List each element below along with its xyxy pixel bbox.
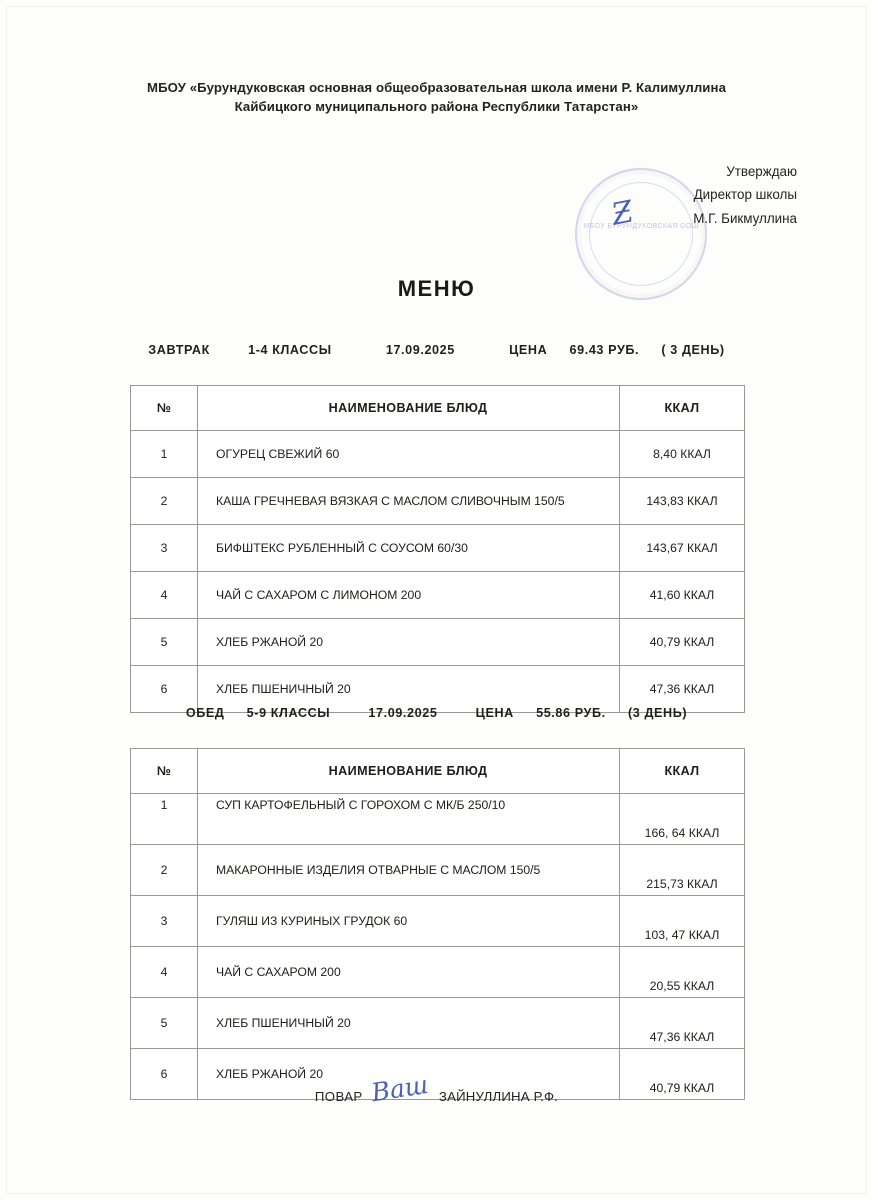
row-number: 3	[131, 525, 198, 572]
table-row	[131, 478, 745, 525]
director-signature: Ƶ	[608, 194, 637, 233]
cook-signature: Ваш	[369, 1069, 431, 1108]
column-header-dish: НАИМЕНОВАНИЕ БЛЮД	[198, 749, 620, 794]
dish-kcal: 40,79 ККАЛ	[620, 619, 745, 666]
breakfast-date: 17.09.2025	[385, 343, 455, 357]
lunch-heading	[0, 706, 873, 720]
school-name-line-2: Кайбицкого муниципального района Республики Татарстан»	[234, 99, 639, 115]
table-row	[131, 619, 745, 666]
school-name-line-1: МБОУ «Бурундуковская основная общеобразовательная школа имени Р. Калимуллина	[146, 80, 727, 95]
column-header-kcal: ККАЛ	[620, 749, 745, 794]
dish-name: СУП КАРТОФЕЛЬНЫЙ С ГОРОХОМ С МК/Б 250/10	[198, 794, 620, 845]
dish-name: ХЛЕБ РЖАНОЙ 20	[198, 619, 620, 666]
lunch-classes: 5-9 КЛАССЫ	[246, 706, 331, 720]
dish-kcal: 103, 47 ККАЛ	[620, 896, 745, 947]
dish-name: ЧАЙ С САХАРОМ С ЛИМОНОМ 200	[198, 572, 620, 619]
dish-kcal: 143,67 ККАЛ	[620, 525, 745, 572]
lunch-table	[130, 748, 745, 1100]
row-number: 1	[131, 431, 198, 478]
breakfast-table	[130, 385, 745, 713]
dish-name: ХЛЕБ ПШЕНИЧНЫЙ 20	[198, 998, 620, 1049]
row-number: 3	[131, 896, 198, 947]
dish-name: ЧАЙ С САХАРОМ 200	[198, 947, 620, 998]
lunch-price-value: 55.86 РУБ.	[536, 706, 606, 720]
table-row	[131, 794, 745, 845]
row-number: 2	[131, 478, 198, 525]
column-header-dish: НАИМЕНОВАНИЕ БЛЮД	[198, 386, 620, 431]
dish-name: МАКАРОННЫЕ ИЗДЕЛИЯ ОТВАРНЫЕ С МАСЛОМ 150/5	[198, 845, 620, 896]
row-number: 1	[131, 794, 198, 845]
column-header-number: №	[131, 386, 198, 431]
breakfast-day: ( 3 ДЕНЬ)	[661, 343, 725, 357]
dish-name: ХЛЕБ ПШЕНИЧНЫЙ 20	[198, 666, 620, 713]
dish-kcal: 215,73 ККАЛ	[620, 845, 745, 896]
breakfast-price-value: 69.43 РУБ.	[569, 343, 640, 357]
school-header	[0, 78, 873, 116]
director-name: М.Г. Бикмуллина	[693, 210, 797, 226]
dish-kcal: 20,55 ККАЛ	[620, 947, 745, 998]
approval-block	[537, 160, 797, 233]
dish-kcal: 47,36 ККАЛ	[620, 666, 745, 713]
dish-kcal: 47,36 ККАЛ	[620, 998, 745, 1049]
dish-kcal: 166, 64 ККАЛ	[620, 794, 745, 845]
stamp-text: МБОУ БУРУНДУКОВСКАЯ ООШ	[583, 223, 699, 230]
row-number: 5	[131, 998, 198, 1049]
dish-name: БИФШТЕКС РУБЛЕННЫЙ С СОУСОМ 60/30	[198, 525, 620, 572]
row-number: 5	[131, 619, 198, 666]
director-role: Директор школы	[693, 187, 797, 203]
table-row	[131, 525, 745, 572]
breakfast-meal-label: ЗАВТРАК	[148, 343, 210, 357]
dish-name: КАША ГРЕЧНЕВАЯ ВЯЗКАЯ С МАСЛОМ СЛИВОЧНЫМ 150/5	[198, 478, 620, 525]
breakfast-classes: 1-4 КЛАССЫ	[248, 343, 332, 357]
page-title: МЕНЮ	[397, 276, 476, 301]
column-header-kcal: ККАЛ	[620, 386, 745, 431]
dish-kcal: 41,60 ККАЛ	[620, 572, 745, 619]
row-number: 2	[131, 845, 198, 896]
table-row	[131, 845, 745, 896]
row-number: 6	[131, 1049, 198, 1100]
row-number: 4	[131, 947, 198, 998]
approval-word: Утверждаю	[726, 164, 797, 179]
dish-name: ОГУРЕЦ СВЕЖИЙ 60	[198, 431, 620, 478]
row-number: 6	[131, 666, 198, 713]
dish-name: ГУЛЯШ ИЗ КУРИНЫХ ГРУДОК 60	[198, 896, 620, 947]
table-row	[131, 572, 745, 619]
dish-kcal: 8,40 ККАЛ	[620, 431, 745, 478]
dish-kcal: 143,83 ККАЛ	[620, 478, 745, 525]
lunch-day: (3 ДЕНЬ)	[627, 706, 688, 720]
lunch-price-label: ЦЕНА	[475, 706, 514, 720]
lunch-date: 17.09.2025	[368, 706, 438, 720]
dish-kcal: 40,79 ККАЛ	[620, 1049, 745, 1100]
table-header-row	[131, 749, 745, 794]
table-header-row	[131, 386, 745, 431]
table-row	[131, 947, 745, 998]
lunch-meal-label: ОБЕД	[185, 706, 225, 720]
table-row	[131, 431, 745, 478]
cook-name: ЗАЙНУЛЛИНА Р.Ф.	[438, 1089, 559, 1104]
table-row	[131, 998, 745, 1049]
row-number: 4	[131, 572, 198, 619]
dish-name: ХЛЕБ РЖАНОЙ 20	[198, 1049, 620, 1100]
breakfast-price-label: ЦЕНА	[509, 343, 548, 357]
breakfast-heading	[0, 343, 873, 357]
column-header-number: №	[131, 749, 198, 794]
cook-label: ПОВАР	[314, 1089, 363, 1104]
table-row	[131, 896, 745, 947]
